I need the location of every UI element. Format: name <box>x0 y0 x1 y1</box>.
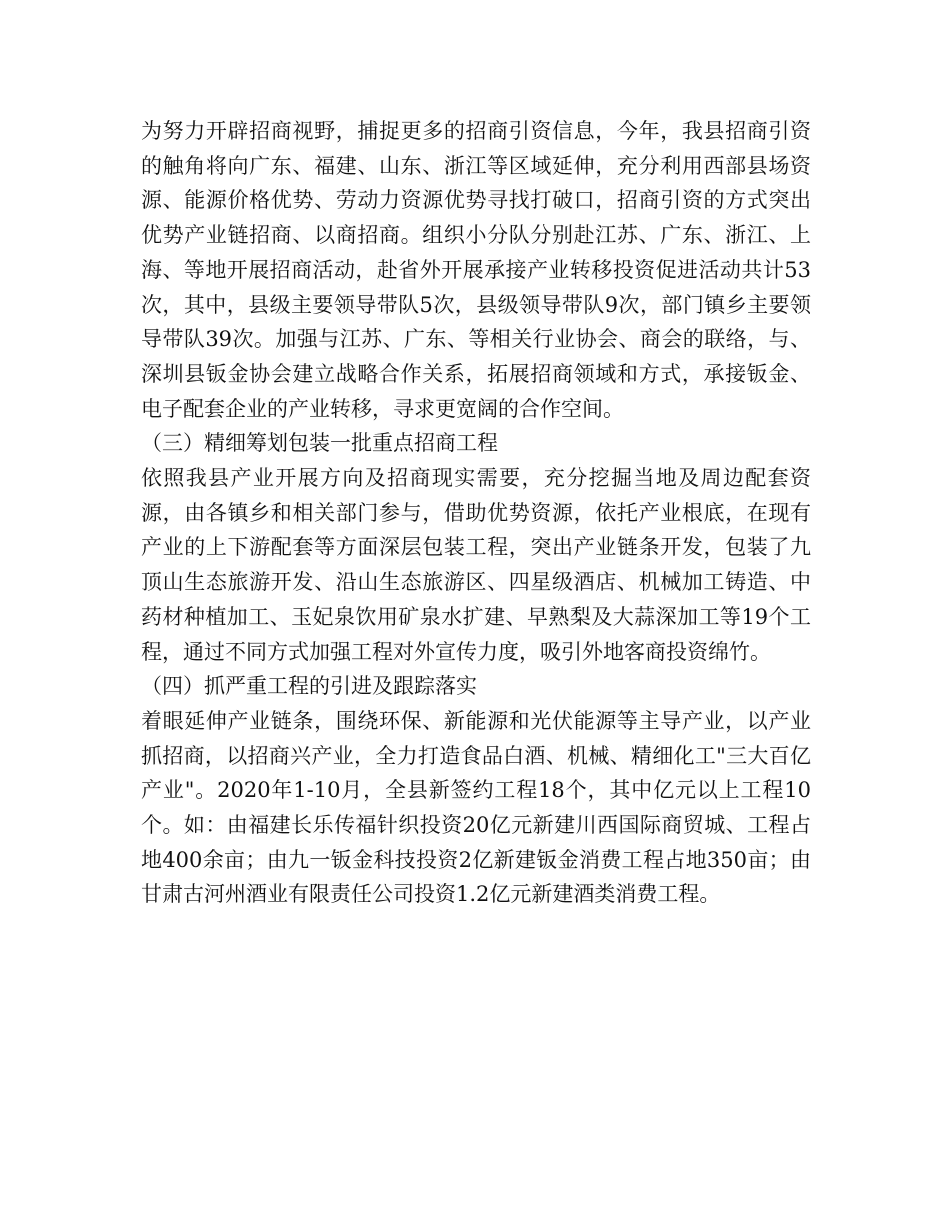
body-paragraph-3: 着眼延伸产业链条，围绕环保、新能源和光伏能源等主导产业，以产业抓招商，以招商兴产业，全力打造食品白酒、机械、精细化工"三大百亿产业"。2020年1-10月，全县新签约工程18个，其中亿元以上工程10个。如：由福建长乐传福针织投资20亿元新建川西国际商贸城、工程占地400余亩；由九一钣金科技投资2亿新建钣金消费工程占地350亩；由甘肃古河州酒业有限责任公司投资1.2亿元新建酒类消费工程。 <box>141 708 811 907</box>
body-paragraph-2: 依照我县产业开展方向及招商现实需要，充分挖掘当地及周边配套资源，由各镇乡和相关部门参与，借助优势资源，依托产业根底，在现有产业的上下游配套等方面深层包装工程，突出产业链条开发，包装了九顶山生态旅游开发、沿山生态旅游区、四星级酒店、机械加工铸造、中药材种植加工、玉妃泉饮用矿泉水扩建、早熟梨及大蒜深加工等19个工程，通过不同方式加强工程对外宣传力度，吸引外地客商投资绵竹。 <box>141 466 811 664</box>
section-heading-3: （三）精细筹划包装一批重点招商工程 <box>141 431 498 456</box>
document-page <box>141 114 811 912</box>
section-heading-4: （四）抓严重工程的引进及跟踪落实 <box>141 674 477 699</box>
body-paragraph-1: 为努力开辟招商视野，捕捉更多的招商引资信息，今年，我县招商引资的触角将向广东、福建、山东、浙江等区域延伸，充分利用西部县场资源、能源价格优势、劳动力资源优势寻找打破口，招商引资的方式突出优势产业链招商、以商招商。组织小分队分别赴江苏、广东、浙江、上海、等地开展招商活动，赴省外开展承接产业转移投资促进活动共计53次，其中，县级主要领导带队5次，县级领导带队9次，部门镇乡主要领导带队39次。加强与江苏、广东、等相关行业协会、商会的联络，与、深圳县钣金协会建立战略合作关系，拓展招商领域和方式，承接钣金、电子配套企业的产业转移，寻求更宽阔的合作空间。 <box>141 119 811 421</box>
